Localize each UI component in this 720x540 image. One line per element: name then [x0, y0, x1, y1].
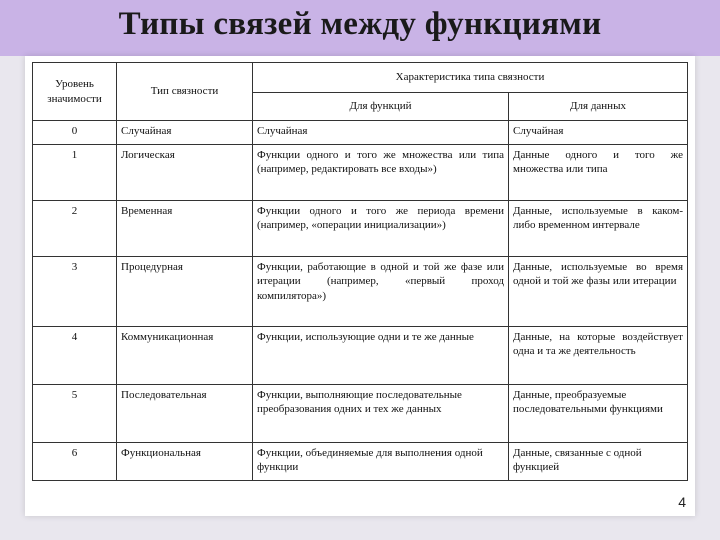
cell-level: 4 [33, 327, 117, 385]
header-for-functions: Для функций [253, 93, 509, 121]
cell-functions: Функции, объединяемые для выполнения одной функции [253, 443, 509, 481]
header-level: Уровень значимости [33, 63, 117, 121]
table-row [33, 257, 688, 327]
cell-data: Данные, используемые в каком-либо временном интервале [509, 201, 688, 257]
cell-level: 3 [33, 257, 117, 327]
table-row [33, 121, 688, 145]
table-row [33, 443, 688, 481]
cell-functions: Случайная [253, 121, 509, 145]
header-characteristic: Характеристика типа связности [253, 63, 688, 93]
cell-functions: Функции, работающие в одной и той же фазе или итерации (например, «первый проход компилятора») [253, 257, 509, 327]
header-type: Тип связности [117, 63, 253, 121]
cell-type: Временная [117, 201, 253, 257]
cell-functions: Функции одного и того же периода времени (например, «операции инициализации») [253, 201, 509, 257]
cell-data: Данные, преобразуемые последовательными функциями [509, 385, 688, 443]
cell-level: 6 [33, 443, 117, 481]
cell-data: Данные одного и того же множества или типа [509, 145, 688, 201]
cell-functions: Функции, выполняющие последовательные преобразования одних и тех же данных [253, 385, 509, 443]
slide-title: Типы связей между функциями [118, 6, 602, 42]
table-row [33, 385, 688, 443]
table-row [33, 327, 688, 385]
cell-functions: Функции одного и того же множества или типа (например, редактировать все входы») [253, 145, 509, 201]
cell-level: 5 [33, 385, 117, 443]
cell-type: Случайная [117, 121, 253, 145]
table-row [33, 201, 688, 257]
cell-functions: Функции, использующие одни и те же данные [253, 327, 509, 385]
cell-type: Последовательная [117, 385, 253, 443]
cell-data: Случайная [509, 121, 688, 145]
page-number: 4 [678, 494, 686, 510]
header-for-data: Для данных [509, 93, 688, 121]
cell-level: 1 [33, 145, 117, 201]
cell-type: Функциональная [117, 443, 253, 481]
cell-type: Процедурная [117, 257, 253, 327]
cell-type: Коммуникационная [117, 327, 253, 385]
cell-data: Данные, связанные с одной функцией [509, 443, 688, 481]
coupling-types-table [32, 62, 688, 481]
cell-level: 0 [33, 121, 117, 145]
table-row [33, 145, 688, 201]
cell-level: 2 [33, 201, 117, 257]
cell-type: Логическая [117, 145, 253, 201]
cell-data: Данные, на которые воздействует одна и та же деятельность [509, 327, 688, 385]
cell-data: Данные, используемые во время одной и той же фазы или итерации [509, 257, 688, 327]
